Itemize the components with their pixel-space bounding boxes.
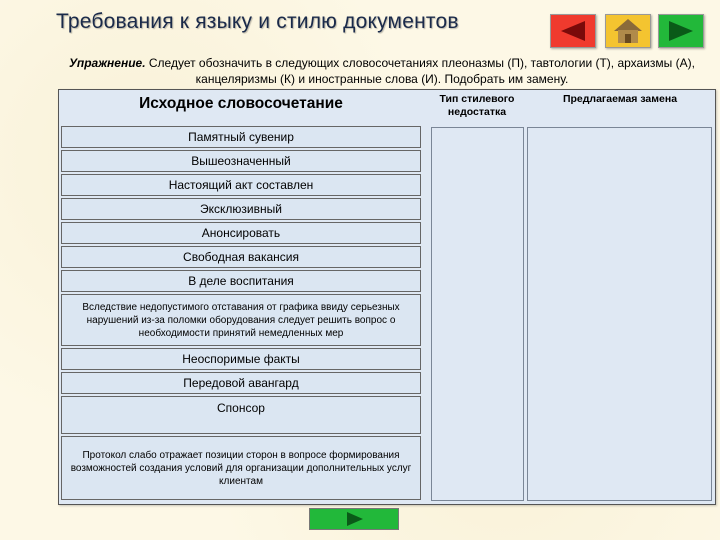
arrow-right-icon (665, 19, 697, 43)
home-button[interactable] (605, 14, 651, 48)
table-row: Свободная вакансия (61, 246, 421, 268)
table-row: Протокол слабо отражает позиции сторон в вопросе формирования возможностей создания условий для организации дополнительных услуг клиентам (61, 436, 421, 500)
back-button[interactable] (550, 14, 596, 48)
table-row: Анонсировать (61, 222, 421, 244)
next-button[interactable] (658, 14, 704, 48)
table-row: Вследствие недопустимого отставания от графика ввиду серьезных нарушений из-за поломки оборудования следует решить вопрос о необходимости принятий немедленных мер (61, 294, 421, 346)
header-type: Тип стилевого недостатка (439, 93, 515, 118)
exercise-body: Следует обозначить в следующих словосочетаниях плеоназмы (П), тавтологии (Т), архаизмы (А), канцеляризмы (К) и иностранные слова (И). Подобрать им замену. (145, 56, 695, 86)
replacement-column-area[interactable] (527, 127, 712, 501)
table-row: Памятный сувенир (61, 126, 421, 148)
type-column-area[interactable] (431, 127, 524, 501)
table-row: Эксклюзивный (61, 198, 421, 220)
table-row: Вышеозначенный (61, 150, 421, 172)
arrow-left-icon (557, 19, 589, 43)
home-icon (612, 17, 644, 45)
next-slide-button[interactable] (309, 508, 399, 530)
table-row: Настоящий акт составлен (61, 174, 421, 196)
page-title: Требования к языку и стилю документов (56, 10, 459, 33)
exercise-label: Упражнение. (69, 56, 146, 70)
exercise-text (62, 55, 702, 87)
table-row: Передовой авангард (61, 372, 421, 394)
table-row: В деле воспитания (61, 270, 421, 292)
play-icon (343, 511, 365, 527)
table-row: Спонсор (61, 396, 421, 434)
header-replacement: Предлагаемая замена (562, 93, 678, 105)
table-row: Неоспоримые факты (61, 348, 421, 370)
header-source: Исходное словосочетание (139, 95, 343, 112)
